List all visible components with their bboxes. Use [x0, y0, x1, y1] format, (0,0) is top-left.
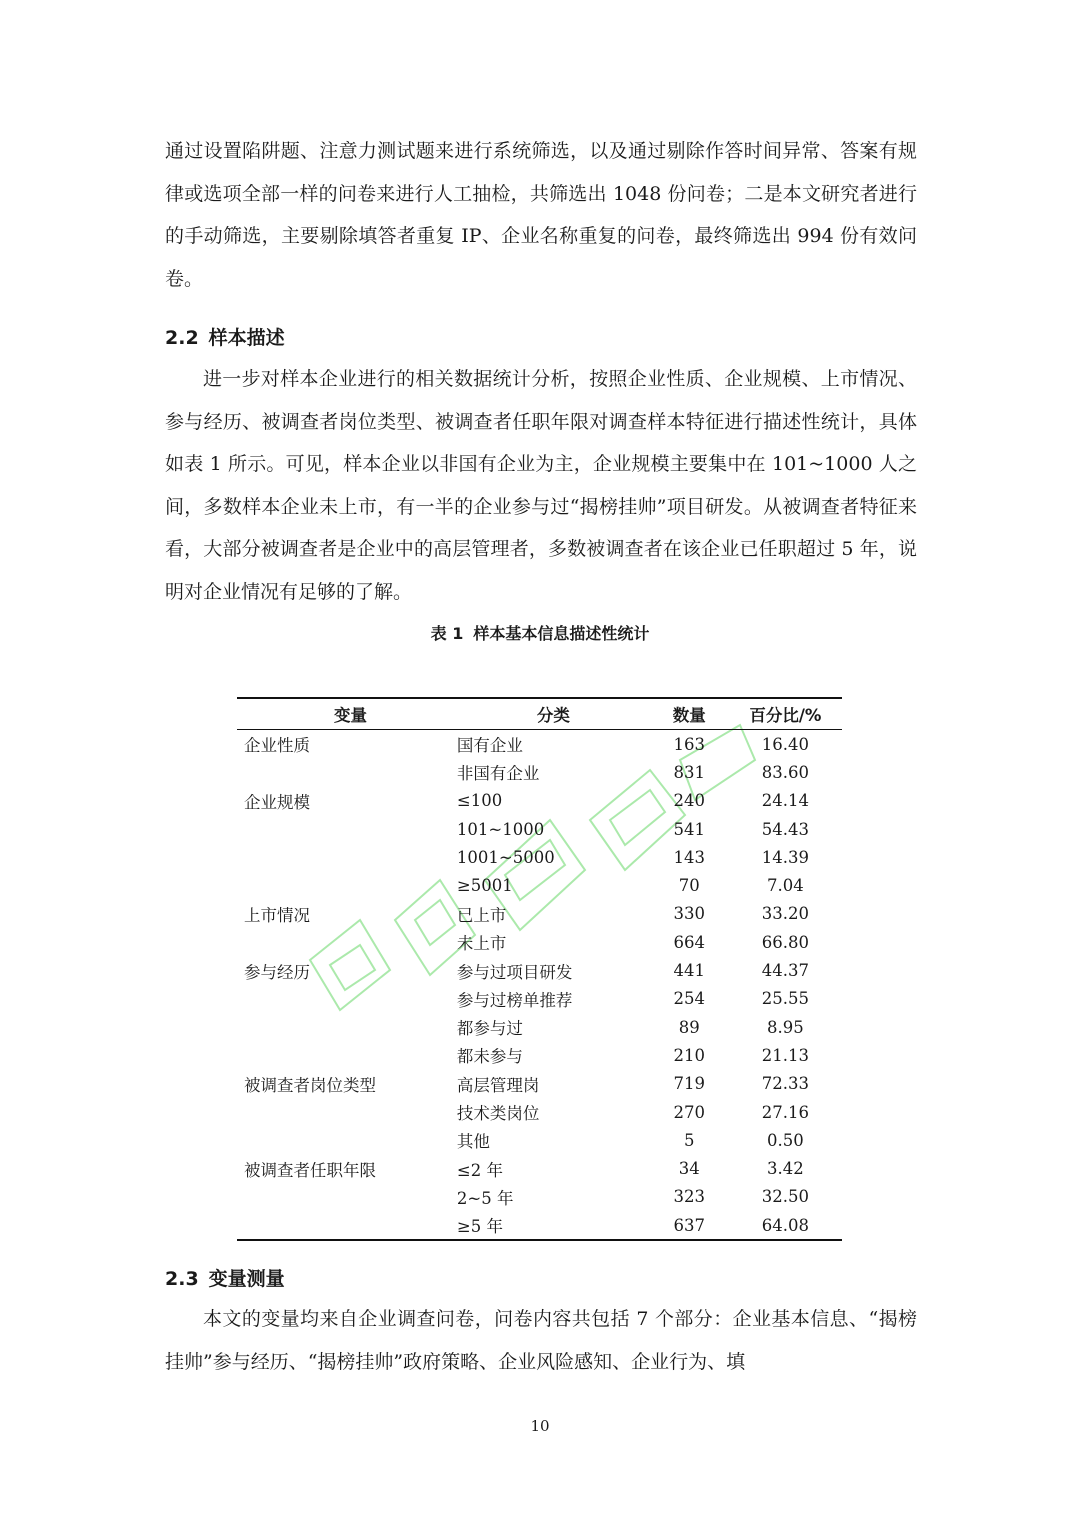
table-row [237, 787, 842, 815]
cell-count: 719 [673, 1074, 706, 1094]
cell-count: 34 [678, 1159, 700, 1179]
cell-variable [237, 758, 457, 786]
cell-category: 高层管理岗 [456, 1075, 540, 1095]
cell-category: ≥5001 [456, 876, 513, 896]
cell-count: 541 [673, 819, 706, 839]
table-row [237, 1041, 842, 1069]
cell-percent: 66.80 [761, 932, 809, 952]
cell-variable: 被调查者岗位类型 [244, 1075, 376, 1095]
cell-count: 330 [673, 904, 706, 924]
cell-count: 254 [673, 989, 706, 1009]
section-title: 变量测量 [208, 1268, 285, 1290]
table-row [237, 1070, 842, 1098]
paragraph-screening: 通过设置陷阱题、注意力测试题来进行系统筛选，以及通过剔除作答时间异常、答案有规律或选项全部一样的问卷来进行人工抽检，共筛选出 1048 份问卷；二是本文研究者进行的手动筛选，主要剔除填答者重复 IP、企业名称重复的问卷，最终筛选出 994 份有效问卷。 [165, 140, 917, 290]
table-caption [0, 621, 1080, 644]
table-row [237, 1013, 842, 1041]
cell-count: 240 [673, 791, 706, 811]
page-number: 10 [530, 1417, 550, 1435]
table-header-row [237, 698, 842, 730]
table-body [237, 730, 842, 1241]
cell-variable: 被调查者任职年限 [244, 1160, 376, 1180]
cell-count: 270 [673, 1102, 706, 1122]
cell-variable: 参与经历 [244, 962, 310, 982]
cell-variable [237, 928, 457, 956]
section-number: 2.2 [165, 327, 199, 349]
table-row [237, 871, 842, 899]
cell-count: 323 [673, 1187, 706, 1207]
cell-percent: 16.40 [761, 734, 809, 754]
cell-category: 未上市 [456, 934, 507, 954]
cell-percent: 14.39 [761, 847, 809, 867]
cell-category: 已上市 [456, 905, 507, 925]
cell-percent: 27.16 [761, 1102, 809, 1122]
cell-variable [237, 985, 457, 1013]
cell-percent: 64.08 [761, 1215, 809, 1235]
table-row [237, 758, 842, 786]
table-row [237, 1154, 842, 1182]
cell-variable [237, 843, 457, 871]
cell-category: 技术类岗位 [456, 1104, 540, 1123]
cell-category: 都未参与 [456, 1047, 523, 1067]
cell-percent: 25.55 [761, 989, 809, 1009]
cell-percent: 24.14 [761, 791, 809, 811]
table-row [237, 843, 842, 871]
table-row [237, 815, 842, 843]
cell-category: 都参与过 [456, 1019, 523, 1039]
table-row [237, 1183, 842, 1211]
cell-variable [237, 1041, 457, 1069]
cell-category: 国有企业 [456, 736, 523, 756]
cell-category: ≤100 [456, 791, 503, 811]
cell-count: 89 [678, 1017, 700, 1037]
section-heading-2-3 [165, 1264, 285, 1291]
cell-percent: 3.42 [766, 1159, 804, 1179]
cell-variable [237, 1211, 457, 1240]
paragraph-variable-measurement: 本文的变量均来自企业调查问卷，问卷内容共包括 7 个部分：企业基本信息、“揭榜挂帅”参与经历、“揭榜挂帅”政府策略、企业风险感知、企业行为、填 [165, 1308, 917, 1373]
cell-count: 163 [673, 734, 706, 754]
cell-variable [237, 1126, 457, 1154]
cell-variable [237, 1183, 457, 1211]
cell-category: 其他 [456, 1132, 490, 1152]
header-category: 分类 [457, 698, 650, 730]
cell-category: 101~1000 [456, 819, 545, 839]
table-row [237, 1126, 842, 1154]
cell-percent: 83.60 [761, 762, 809, 782]
cell-count: 441 [673, 961, 706, 981]
cell-count: 143 [673, 847, 706, 867]
cell-category: ≥5 年 [456, 1217, 503, 1237]
cell-variable [237, 1098, 457, 1126]
cell-count: 637 [673, 1215, 706, 1235]
table-caption-number: 表 1 [430, 624, 464, 643]
cell-percent: 32.50 [761, 1187, 809, 1207]
paragraph-sample-description: 进一步对样本企业进行的相关数据统计分析，按照企业性质、企业规模、上市情况、参与经历、被调查者岗位类型、被调查者任职年限对调查样本特征进行描述性统计，具体如表 1 所示。可见，样本企业以非国有企业为主，企业规模主要集中在 101~1000 人之间，多数样本企业未上市，有一半的企业参与过“揭榜挂帅”项目研发。从被调查者特征来看，大部分被调查者是企业中的高层管理者，多数被调查者在该企业已任职超过 5 年，说明对企业情况有足够的了解。 [165, 368, 917, 603]
cell-variable: 企业性质 [244, 736, 310, 756]
cell-count: 210 [673, 1045, 706, 1065]
table-caption-title: 样本基本信息描述性统计 [473, 624, 650, 643]
cell-count: 831 [673, 762, 706, 782]
table-row [237, 956, 842, 984]
table-row [237, 1098, 842, 1126]
table-row [237, 730, 842, 759]
cell-category: ≤2 年 [456, 1160, 503, 1180]
section-heading-2-2 [165, 323, 285, 350]
table-row [237, 1211, 842, 1240]
cell-percent: 0.50 [766, 1130, 804, 1150]
cell-variable [237, 815, 457, 843]
table-row [237, 900, 842, 928]
cell-percent: 7.04 [766, 876, 804, 896]
sample-statistics-table [237, 697, 842, 1241]
cell-category: 1001~5000 [456, 847, 555, 867]
table-row [237, 928, 842, 956]
header-count: 数量 [650, 698, 729, 730]
cell-count: 5 [684, 1130, 695, 1150]
cell-category: 参与过项目研发 [456, 962, 573, 982]
header-percent: 百分比/% [729, 698, 842, 730]
cell-percent: 44.37 [761, 961, 809, 981]
table-row [237, 985, 842, 1013]
cell-percent: 8.95 [766, 1017, 804, 1037]
cell-variable [237, 871, 457, 899]
cell-percent: 21.13 [761, 1045, 809, 1065]
cell-category: 非国有企业 [456, 764, 540, 784]
cell-variable: 企业规模 [244, 792, 310, 812]
header-variable: 变量 [237, 698, 457, 730]
cell-category: 参与过榜单推荐 [456, 990, 573, 1010]
cell-percent: 72.33 [761, 1074, 809, 1094]
cell-count: 70 [678, 876, 700, 896]
cell-percent: 54.43 [761, 819, 809, 839]
cell-count: 664 [673, 932, 706, 952]
cell-variable [237, 1013, 457, 1041]
section-number: 2.3 [165, 1268, 199, 1290]
cell-percent: 33.20 [761, 904, 809, 924]
cell-category: 2~5 年 [456, 1188, 514, 1208]
cell-variable: 上市情况 [244, 905, 310, 925]
section-title: 样本描述 [208, 327, 285, 349]
